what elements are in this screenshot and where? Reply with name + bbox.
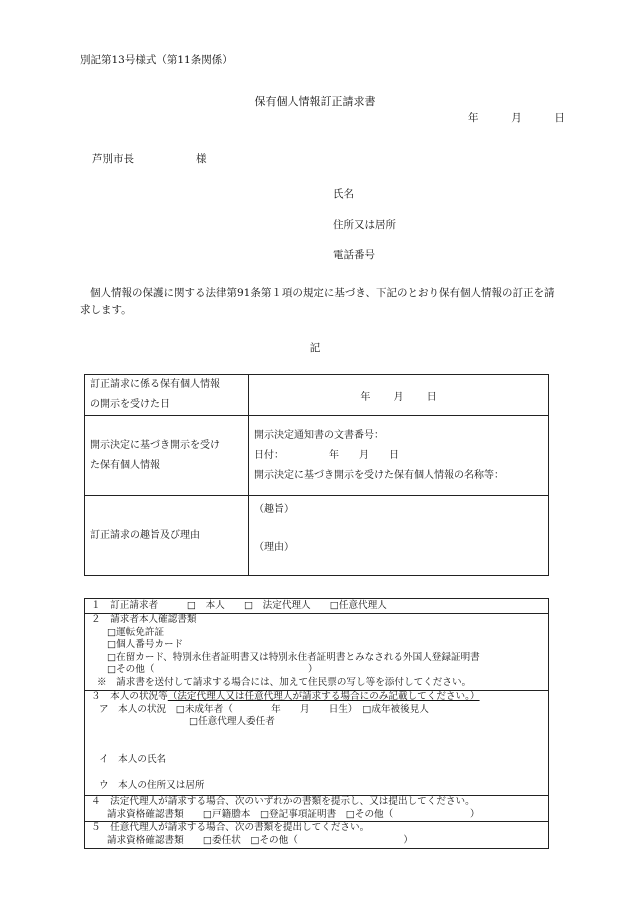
purpose-reason-field[interactable]: [249, 496, 549, 576]
date-year: 年: [468, 112, 479, 124]
section-4-title: ４ 法定代理人が請求する場合、次のいずれかの書類を提示し、又は提出してください。: [91, 796, 475, 807]
disclosed-info-field[interactable]: [249, 416, 549, 496]
section-2-note: ※ 請求書を送付して請求する場合には、加えて住民票の写し等を添付してください。: [97, 676, 472, 688]
name-label: 氏名: [333, 188, 354, 200]
section-5-docs[interactable]: 請求資格確認書類 □委任状 □その他（ ）: [107, 834, 413, 846]
section-4[interactable]: [85, 796, 548, 821]
disclosed-info-label: 開示決定に基づき開示を受け た保有個人情報: [85, 416, 249, 496]
document-number-line: 開示決定通知書の文書番号：: [254, 429, 384, 441]
section-2-title: ２ 請求者本人確認書類: [91, 614, 197, 625]
section-4-docs[interactable]: 請求資格確認書類 □戸籍謄本 □登記事項証明書 □その他（ ）: [107, 808, 480, 820]
section-5-title: ５ 任意代理人が請求する場合、次の書類を提出してください。: [91, 822, 370, 833]
section-3[interactable]: [85, 691, 548, 793]
person-status-line[interactable]: ア 本人の状況 □未成年者（ 年 月 日生） □成年被後見人: [99, 703, 429, 715]
date-line: 日付： 年 月 日: [254, 449, 399, 461]
requester-info-box: [84, 598, 549, 849]
phone-label: 電話番号: [333, 249, 375, 261]
section-3-title: ３ 本人の状況等（法定代理人又は任意代理人が請求する場合にのみ記載してください。）: [91, 691, 480, 702]
document-title: 保有個人情報訂正請求書: [254, 95, 376, 108]
person-name-line[interactable]: イ 本人の氏名: [99, 753, 167, 765]
request-details-table: [84, 374, 549, 576]
section-2[interactable]: [85, 614, 548, 689]
purpose-reason-label: 訂正請求の趣旨及び理由: [85, 496, 249, 576]
person-status-line2[interactable]: □任意代理人委任者: [189, 716, 275, 727]
ki-heading: 記: [309, 342, 321, 354]
request-date: [468, 110, 565, 125]
section-5[interactable]: [85, 822, 548, 847]
intro-paragraph: 個人情報の保護に関する法律第91条第１項の規定に基づき、下記のとおり保有個人情報の訂正を請求します。: [80, 287, 555, 316]
addressee: [92, 151, 207, 166]
disclosure-date-field[interactable]: 年 月 日: [249, 375, 549, 416]
disclosure-date-label: 訂正請求に係る保有個人情報 の開示を受けた日: [85, 375, 249, 416]
info-name-line: 開示決定に基づき開示を受けた保有個人情報の名称等：: [254, 469, 504, 481]
date-day: 日: [554, 112, 565, 124]
doc-option-other[interactable]: □その他（ ）: [107, 664, 318, 675]
doc-option-residence[interactable]: □在留カード、特別永住者証明書又は特別永住者証明書とみなされる外国人登録証明書: [107, 651, 480, 663]
address-label: 住所又は居所: [333, 219, 396, 231]
doc-option-license[interactable]: □運転免許証: [107, 626, 165, 638]
reason-label: （理由）: [254, 542, 294, 553]
form-number: 別記第13号様式（第11条関係）: [80, 54, 233, 66]
date-month: 月: [511, 112, 522, 124]
purpose-label: （趣旨）: [254, 504, 294, 515]
addressee-name: 芦別市長: [92, 153, 134, 165]
addressee-suffix: 様: [196, 153, 207, 165]
section-1[interactable]: １ 訂正請求者 □ 本人 □ 法定代理人 □任意代理人: [91, 600, 387, 611]
doc-option-mynumber[interactable]: □個人番号カード: [107, 639, 184, 650]
person-address-line[interactable]: ウ 本人の住所又は居所: [99, 780, 205, 791]
